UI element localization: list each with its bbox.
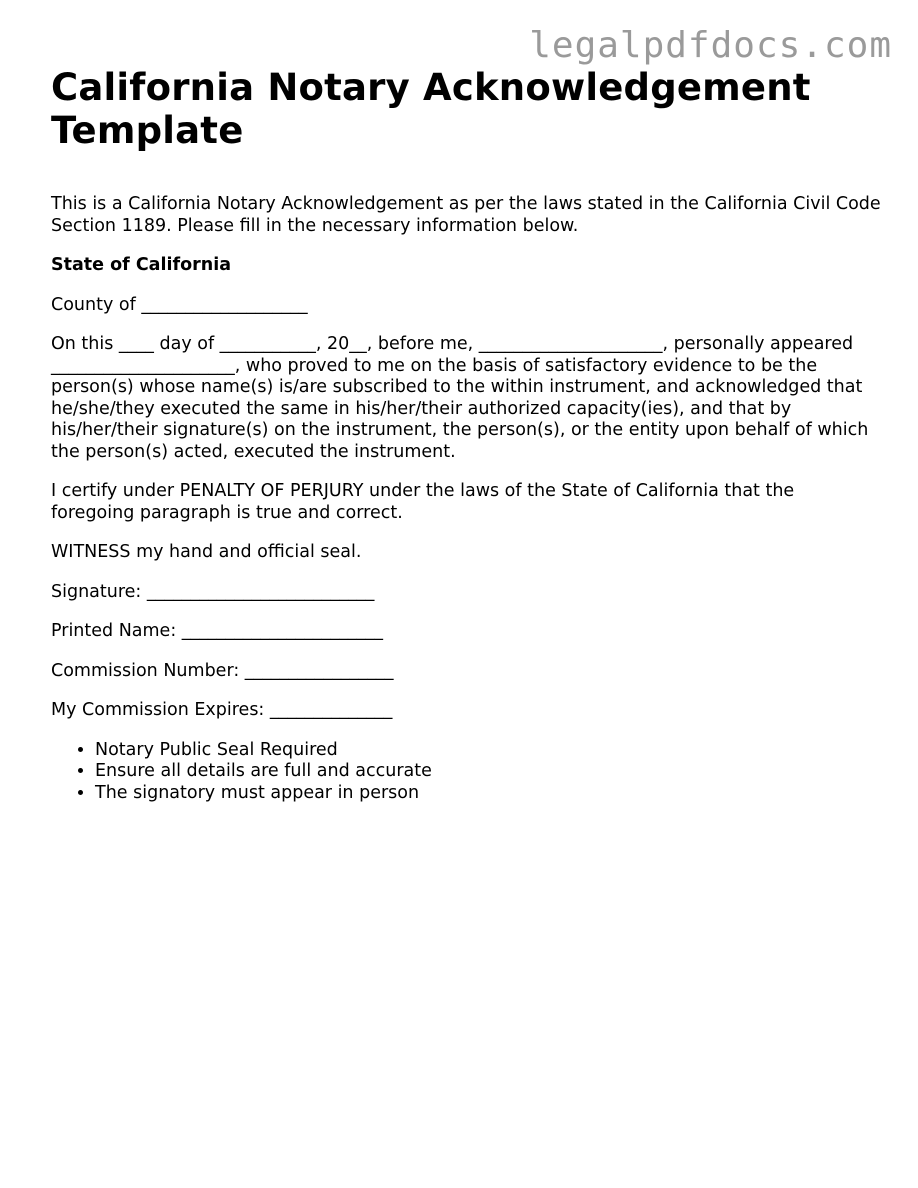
- list-item: • Ensure all details are full and accurate: [95, 761, 881, 783]
- printed-name-field: Printed Name: _______________________: [51, 621, 384, 641]
- acknowledgement-paragraph: On this ____ day of ___________, 20__, before me, _____________________, personally appeared _____________________, who proved to me on the basis of satisfactory evidence to be the person(s) whose name(s) is/are subscribed to the within instrument, and acknowledged that he/she/they executed the same in his/her/their authorized capacity(ies), and that by his/her/their signature(s) on the instrument, the person(s), or the entity upon behalf of which the person(s) acted, executed the instrument.: [51, 334, 869, 462]
- list-item: • The signatory must appear in person: [95, 783, 881, 805]
- commission-number-field: Commission Number: _________________: [51, 660, 394, 681]
- list-item: • Notary Public Seal Required: [95, 740, 881, 762]
- intro-paragraph: This is a California Notary Acknowledgement as per the laws stated in the California Civil Code Section 1189. Please fill in the necessary information below.: [51, 194, 881, 236]
- state-heading: State of California: [51, 255, 232, 275]
- county-field: County of ___________________: [51, 294, 308, 315]
- signature-field: Signature: __________________________: [51, 581, 375, 602]
- witness-line: WITNESS my hand and official seal.: [51, 542, 362, 562]
- document-body: [51, 66, 881, 804]
- notes-list: [51, 740, 881, 805]
- watermark: legalpdfdocs.com: [529, 25, 892, 66]
- certify-paragraph: I certify under PENALTY OF PERJURY under the laws of the State of California that the foregoing paragraph is true and correct.: [51, 481, 795, 523]
- document-title: California Notary Acknowledgement Template: [51, 66, 811, 152]
- commission-expires-field: My Commission Expires: ______________: [51, 700, 393, 720]
